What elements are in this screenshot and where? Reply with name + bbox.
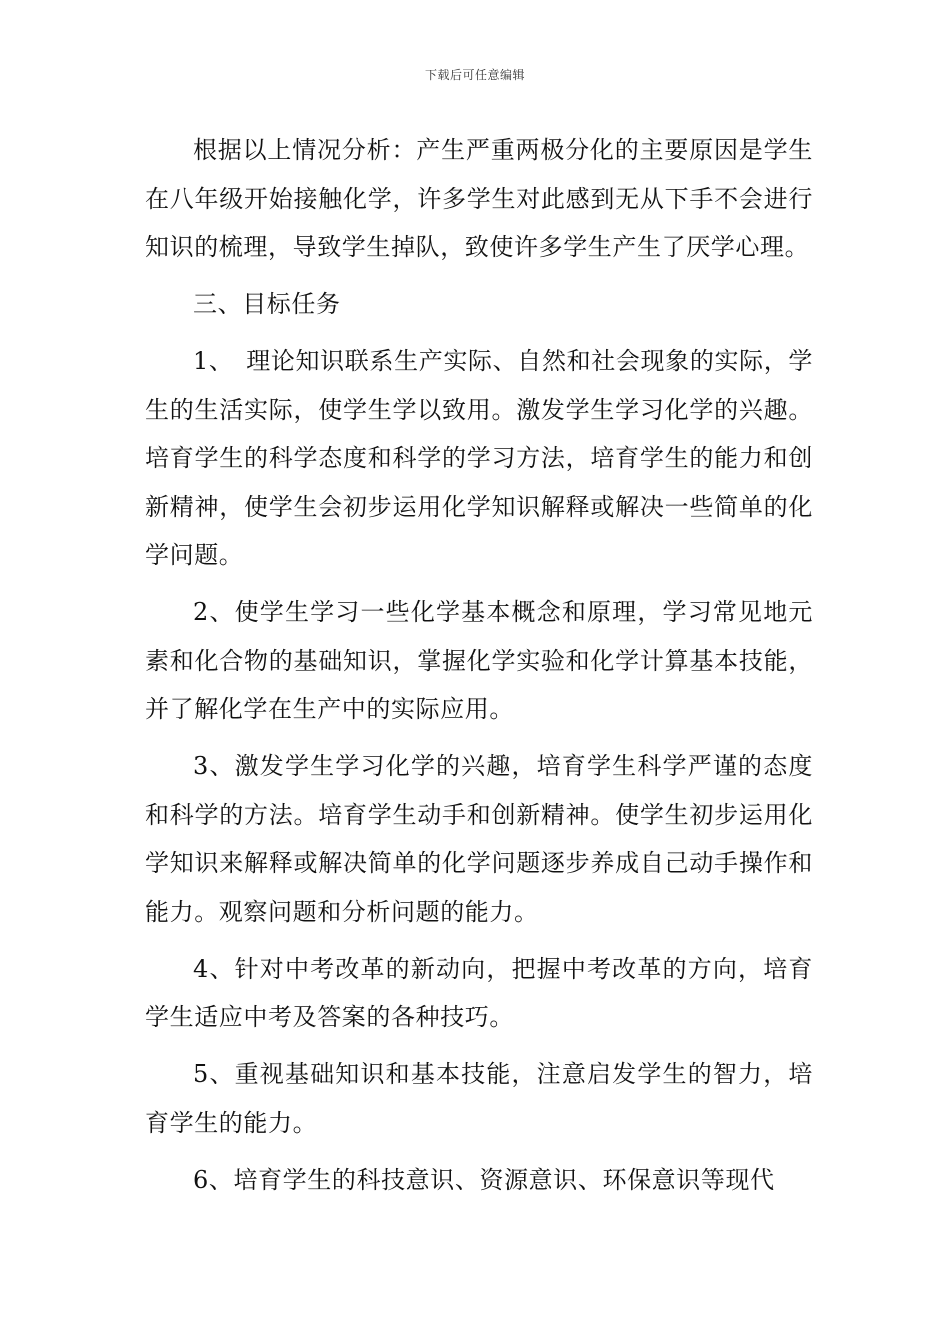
section-heading-goals: 三、目标任务 [193, 290, 341, 318]
paragraph-goal-2: 2、使学生学习一些化学基本概念和原理，学习常见地元素和化合物的基础知识，掌握化学实验和化学计算基本技能，并了解化学在生产中的实际应用。 [145, 598, 813, 723]
paragraph-goal-1: 1、 理论知识联系生产实际、自然和社会现象的实际，学生的生活实际，使学生学以致用。激发学生学习化学的兴趣。培育学生的科学态度和科学的学习方法，培育学生的能力和创新精神，使学生会初步运用化学知识解释或解决一些简单的化学问题。 [145, 347, 813, 569]
page-header-note: 下载后可任意编辑 [424, 68, 525, 82]
paragraph-goal-6: 6、培育学生的科技意识、资源意识、环保意识等现代 [193, 1165, 775, 1194]
paragraph-goal-4: 4、针对中考改革的新动向，把握中考改革的方向，培育学生适应中考及答案的各种技巧。 [145, 954, 813, 1031]
document-body [145, 126, 813, 1213]
paragraph-goal-3: 3、激发学生学习化学的兴趣，培育学生科学严谨的态度和科学的方法。培育学生动手和创新精神。使学生初步运用化学知识来解释或解决简单的化学问题逐步养成自己动手操作和能力。观察问题和分析问题的能力。 [145, 752, 813, 926]
paragraph-analysis: 根据以上情况分析：产生严重两极分化的主要原因是学生在八年级开始接触化学，许多学生对此感到无从下手不会进行知识的梳理，导致学生掉队，致使许多学生产生了厌学心理。 [145, 136, 813, 261]
paragraph-goal-5: 5、重视基础知识和基本技能，注意启发学生的智力，培育学生的能力。 [145, 1060, 813, 1137]
